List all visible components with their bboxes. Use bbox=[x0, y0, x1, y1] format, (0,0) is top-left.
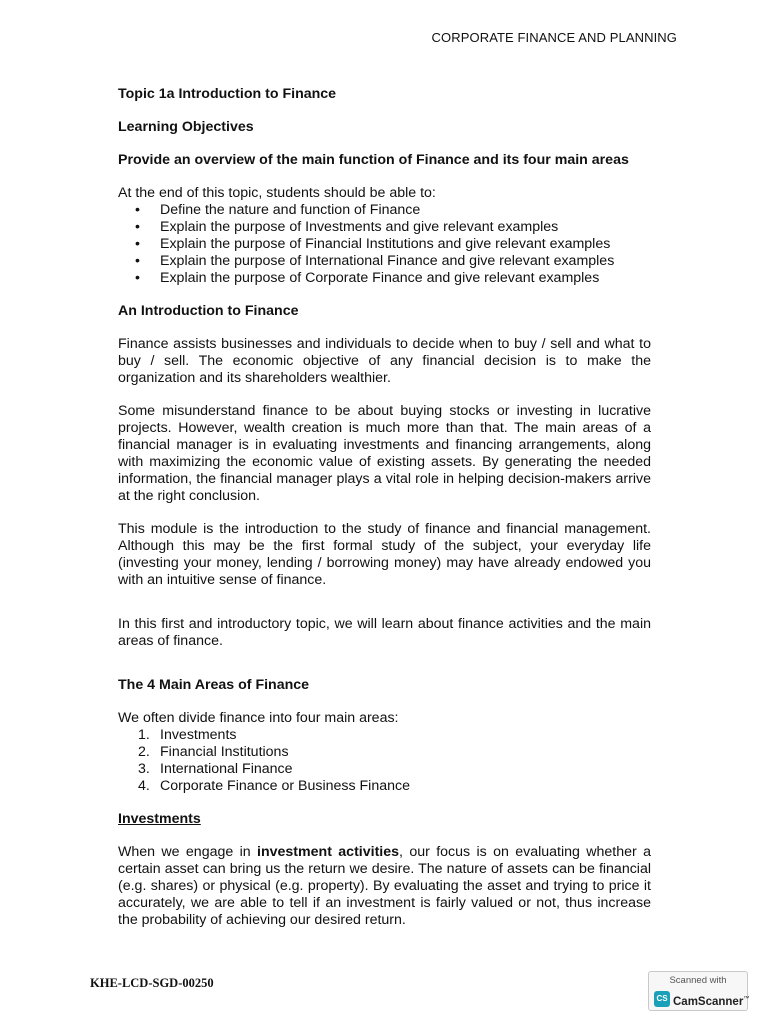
document-body bbox=[118, 86, 651, 929]
list-item: • Explain the purpose of Corporate Finance and give relevant examples bbox=[118, 270, 651, 287]
learning-objectives-heading: Learning Objectives bbox=[118, 119, 254, 135]
areas-list bbox=[118, 727, 651, 795]
intro-section-heading: An Introduction to Finance bbox=[118, 303, 299, 319]
list-item: • Define the nature and function of Finance bbox=[118, 202, 651, 219]
list-item: 3. International Finance bbox=[138, 761, 293, 777]
list-item: 1. Investments bbox=[138, 727, 237, 743]
paragraph: Some misunderstand finance to be about buying stocks or investing in lucrative projects. However, wealth creation is much more than that. The main areas of a financial manager is in evaluating investments and financing arrangements, along with maximizing the economic value of existing assets. By generating the needed information, the financial manager plays a vital role in helping decision-makers arrive at the right conclusion. bbox=[118, 403, 651, 504]
areas-section-heading: The 4 Main Areas of Finance bbox=[118, 677, 310, 693]
list-item: • Explain the purpose of Investments and give relevant examples bbox=[118, 219, 651, 236]
areas-intro: We often divide finance into four main areas: bbox=[118, 710, 399, 726]
objectives-intro: At the end of this topic, students should be able to: bbox=[118, 185, 436, 201]
investments-heading: Investments bbox=[118, 811, 201, 827]
paragraph: This module is the introduction to the study of finance and financial management. Although this may be the first formal study of the subject, your everyday life (investing your money, lending / borrowing money) may have already endowed you with an intuitive sense of finance. bbox=[118, 521, 651, 588]
investments-paragraph: When we engage in investment activities, our focus is on evaluating whether a certain asset can bring us the return we desire. The nature of assets can be financial (e.g. shares) or physical (e.g. property). By evaluating the asset and trying to price it accurately, we are able to tell if an investment is fairly valued or not, thus increase the probability of achieving our desired return. bbox=[118, 844, 651, 928]
running-header: CORPORATE FINANCE AND PLANNING bbox=[431, 30, 677, 45]
paragraph: Finance assists businesses and individuals to decide when to buy / sell and what to buy / sell. The economic objective of any financial decision is to make the organization and its shareholders wealthier. bbox=[118, 336, 651, 386]
camscanner-logo-icon: CS bbox=[654, 991, 670, 1007]
scanned-with-label: Scanned with bbox=[669, 975, 727, 986]
list-item: 4. Corporate Finance or Business Finance bbox=[138, 778, 410, 794]
camscanner-label: CamScanner™ bbox=[673, 995, 750, 1008]
list-item: • Explain the purpose of Financial Institutions and give relevant examples bbox=[118, 236, 651, 253]
overview-heading: Provide an overview of the main function of Finance and its four main areas bbox=[118, 152, 629, 168]
list-item: 2. Financial Institutions bbox=[138, 744, 289, 760]
paragraph: In this first and introductory topic, we will learn about finance activities and the main areas of finance. bbox=[118, 616, 651, 649]
objectives-list bbox=[118, 202, 651, 287]
document-code: KHE-LCD-SGD-00250 bbox=[90, 976, 214, 990]
list-item: • Explain the purpose of International Finance and give relevant examples bbox=[118, 253, 651, 270]
camscanner-badge bbox=[648, 971, 748, 1011]
topic-title: Topic 1a Introduction to Finance bbox=[118, 86, 337, 102]
